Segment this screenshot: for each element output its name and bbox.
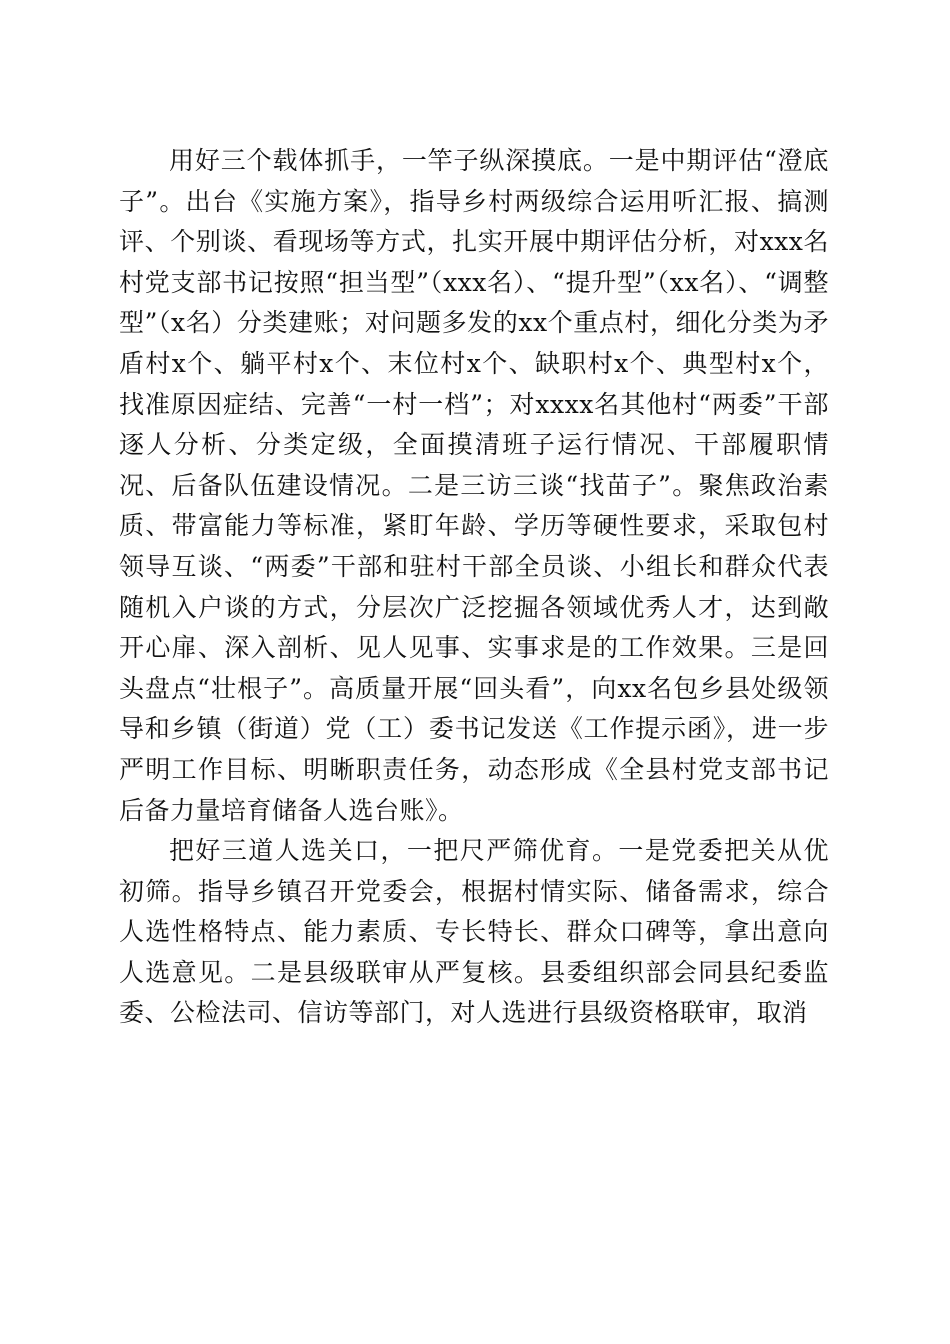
paragraph-1: 用好三个载体抓手，一竿子纵深摸底。一是中期评估“澄底子”。出台《实施方案》，指导乡村两级综合运用听汇报、搞测评、个别谈、看现场等方式，扎实开展中期评估分析，对xxx名村党支部书记按照“担当型”（xxx名）、“提升型”（xx名）、“调整型”（x名）分类建账；对问题多发的xx个重点村，细化分类为矛盾村x个、躺平村x个、末位村x个、缺职村x个、典型村x个，找准原因症结、完善“一村一档”；对xxxx名其他村“两委”干部逐人分析、分类定级，全面摸清班子运行情况、干部履职情况、后备队伍建设情况。二是三访三谈“找苗子”。聚焦政治素质、带富能力等标准，紧盯年龄、学历等硬性要求，采取包村领导互谈、“两委”干部和驻村干部全员谈、小组长和群众代表随机入户谈的方式，分层次广泛挖掘各领域优秀人才，达到敞开心扉、深入剖析、见人见事、实事求是的工作效果。三是回头盘点“壮根子”。高质量开展“回头看”，向xx名包乡县处级领导和乡镇（街道）党（工）委书记发送《工作提示函》，进一步严明工作目标、明晰职责任务，动态形成《全县村党支部书记后备力量培育储备人选台账》。 [119, 146, 829, 825]
document-body [119, 141, 829, 1034]
paragraph-2: 把好三道人选关口，一把尺严筛优育。一是党委把关从优初筛。指导乡镇召开党委会，根据村情实际、储备需求，综合人选性格特点、能力素质、专长特长、群众口碑等，拿出意向人选意见。二是县级联审从严复核。县委组织部会同县纪委监委、公检法司、信访等部门，对人选进行县级资格联审，取消 [119, 836, 829, 1028]
